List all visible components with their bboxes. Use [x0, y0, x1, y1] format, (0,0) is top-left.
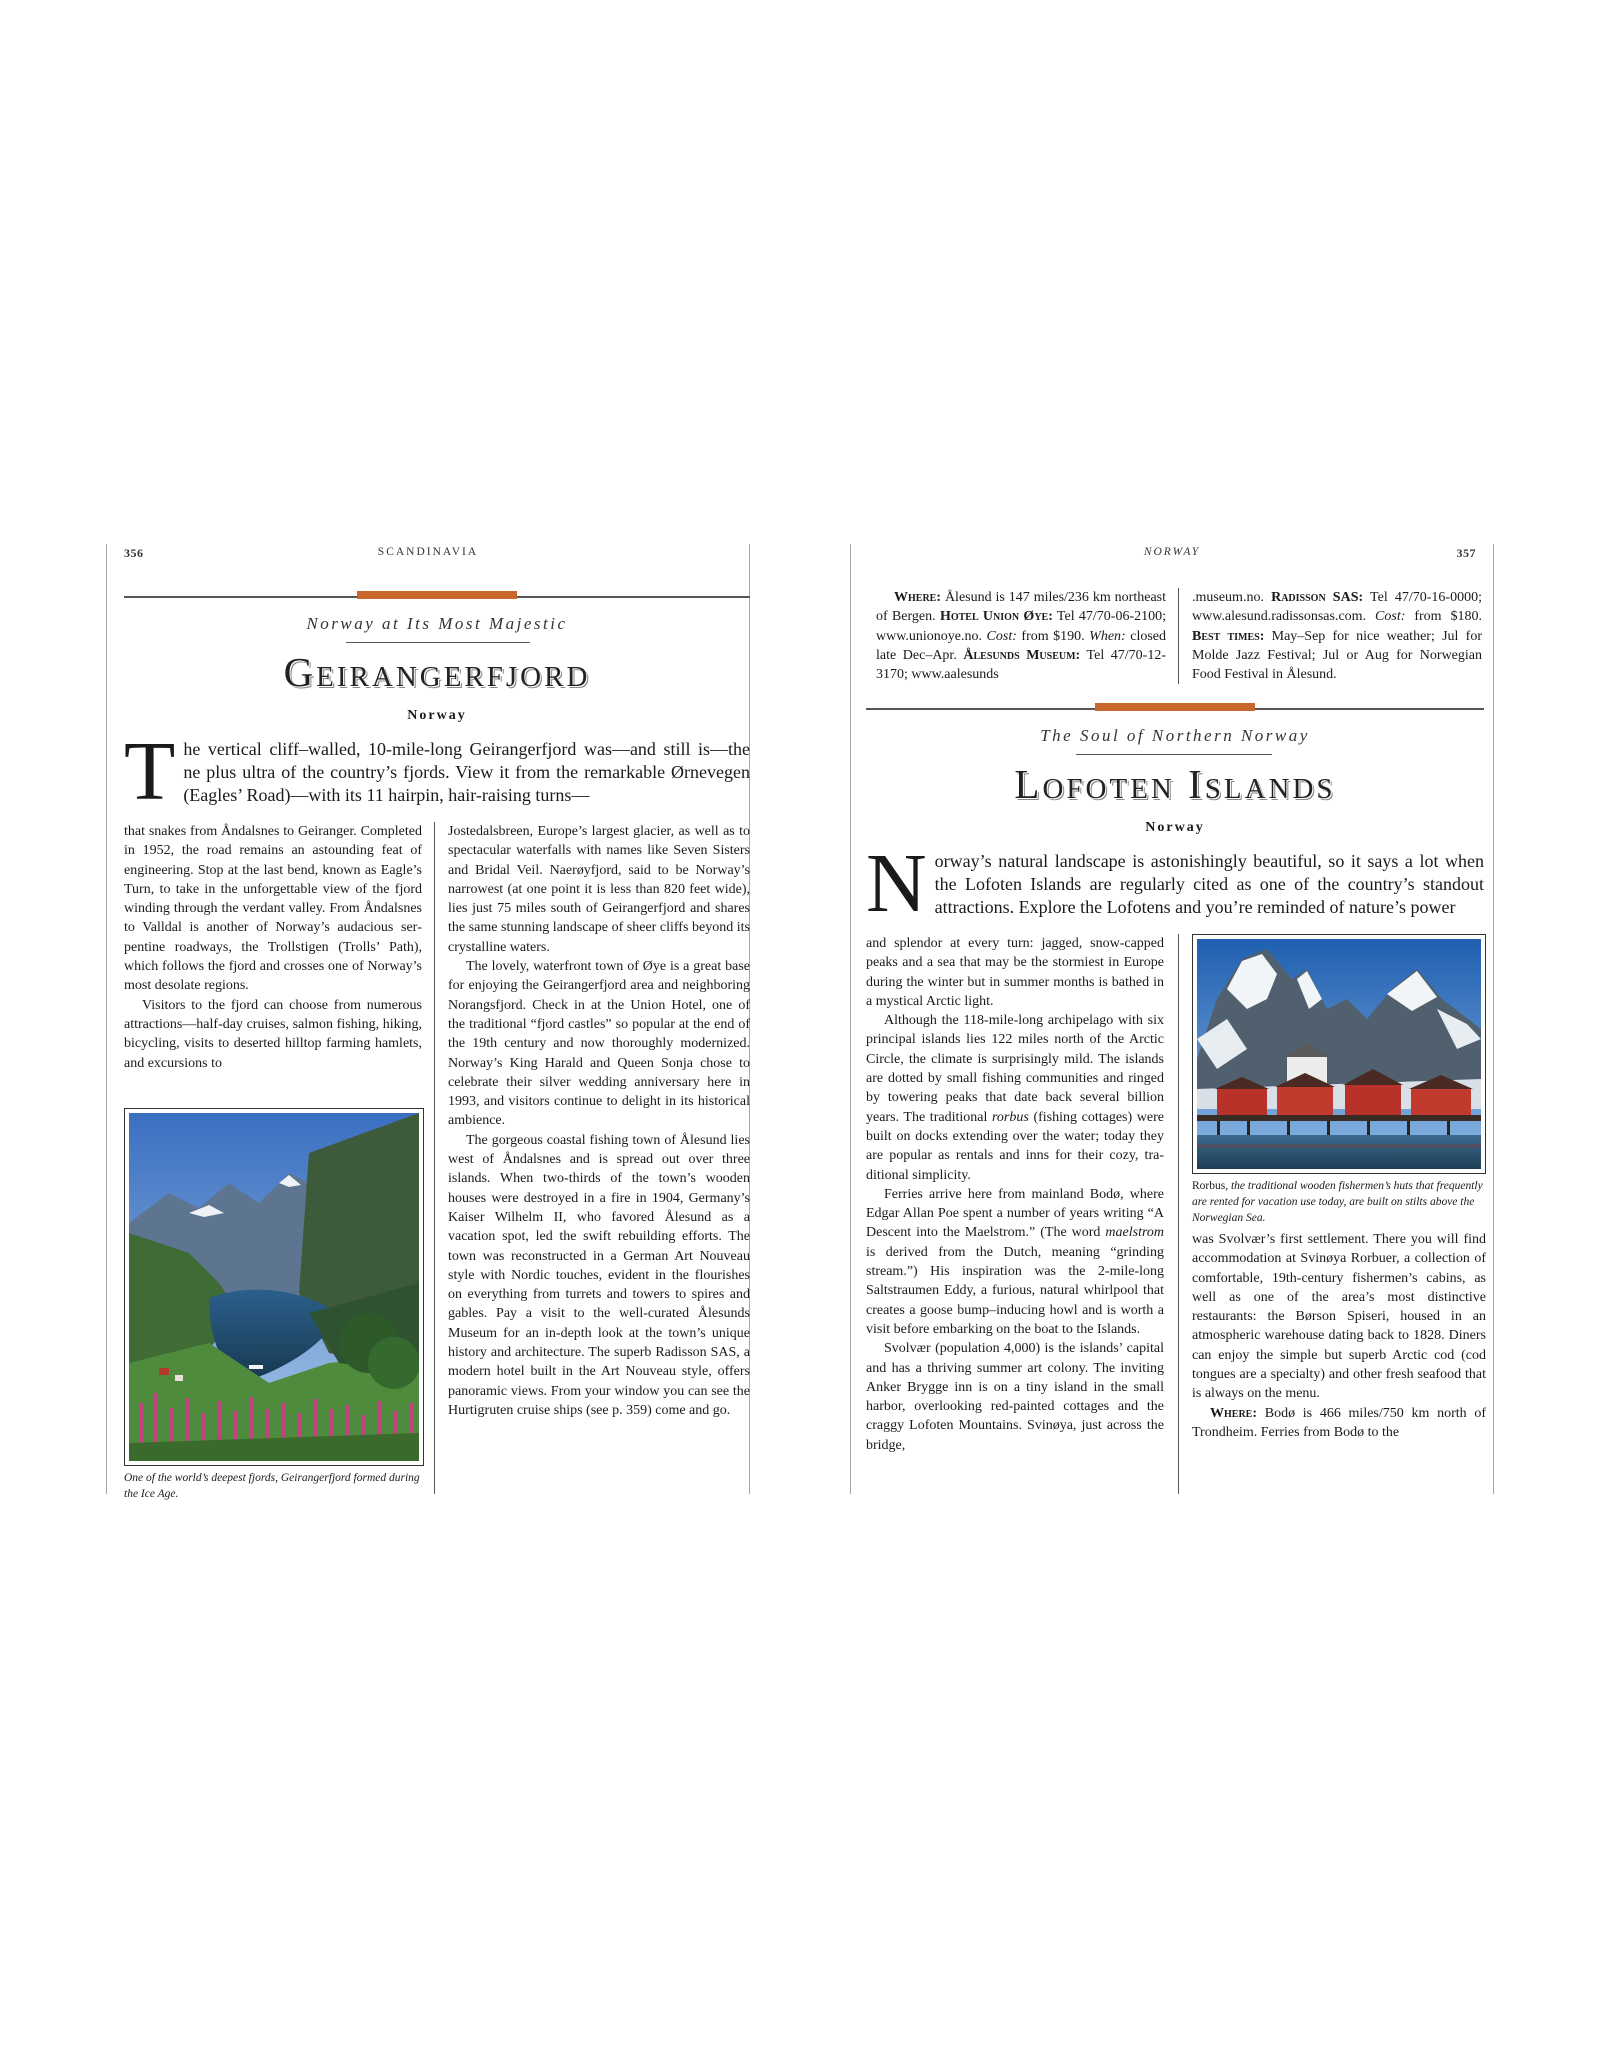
lead-text: orway’s natural landscape is astonishingly beautiful, so it says a lot when the Lofoten Islands are regularly cited as one of the country’s standout attractions. Explore the Lofotens and you’re reminded of nature’s power — [934, 851, 1484, 917]
drop-cap: N — [866, 837, 927, 930]
hotel-text: Tel 47/70-06-2100; www.unionoye.no. — [876, 609, 1166, 644]
right-col2-text — [1192, 1230, 1486, 1442]
column-rule — [434, 822, 435, 1494]
where-text: Ålesund is 147 miles/236 km northeast of Bergen. — [876, 590, 1166, 625]
cost-label: Cost: — [986, 628, 1017, 644]
lofoten-illustration — [1197, 939, 1481, 1169]
info-paragraph — [876, 588, 1166, 684]
info-block-col1 — [876, 588, 1166, 684]
page-title — [124, 648, 750, 696]
body-text: Ferries arrive here from mainland Bodø, where Edgar Allan Poe spent a number of years writing “A Descent into the Maelstrom.” (The word — [866, 1186, 1164, 1241]
where-label: Where: — [894, 590, 942, 605]
kicker: Norway at Its Most Majestic — [306, 614, 568, 633]
right-page — [850, 544, 1494, 1494]
photo-caption — [1192, 1178, 1486, 1226]
lofoten-photo — [1192, 934, 1486, 1174]
where-label: Where: — [1210, 1405, 1258, 1421]
page-number: 356 — [124, 546, 144, 560]
drop-cap: T — [124, 725, 176, 818]
body-paragraph: The gorgeous coastal fishing town of Ålesund lies west of Åndalsnes and is spread out over three islands. When two-thirds of the town’s wooden houses were destroyed in a fire in 1904, Germany’s Kaiser Wilhelm II, who favored Ålesund as a vacation spot, led the swift rebuilding efforts. The town was reconstructed in a German Art Nouveau style with Nordic touches, evident in the flourishes on everything from turrets and towers to spires and gables. Pay a visit to the well-curated Ålesunds Museum for an in-depth look at the town’s unique history and architecture. The superb Radisson SAS, a modern hotel built in the Art Nouveau style, offers panoramic views. From your window you can see the Hurtigruten cruise ships (see p. 359) come and go. — [448, 1132, 750, 1418]
body-text: (fishing cottages) were built on docks extending over the water; today they are popular as rentals and inns for their cozy, traditional simplicity. — [866, 1109, 1164, 1183]
body-paragraph — [866, 1185, 1164, 1339]
running-head-section: NORWAY — [1143, 546, 1201, 558]
locale-label: Norway — [407, 708, 467, 723]
caption-lead-word: Rorbus, — [1192, 1180, 1229, 1192]
page-title-text: Geirangerfjord — [283, 649, 591, 695]
left-page — [106, 544, 750, 1500]
column-rule — [1178, 588, 1179, 684]
radisson-label: Radisson SAS: — [1271, 590, 1364, 605]
info-paragraph — [1192, 588, 1482, 684]
body-paragraph: that snakes from Åndalsnes to Geiranger. Completed in 1952, the road remains an astounding feat of engineering. Stop at the last bend, known as Eagle’s Turn, to take in the unforgettable view of the fjord winding through the verdant valley. From Åndalsnes to Valldal is another of Norway’s audacious serpentine roadways, the Trollstigen (Trolls’ Path), which follows the fjord and crosses one of Norway’s most desolate regions. — [124, 824, 422, 994]
where-text: Bodø is 466 miles/750 km north of Trondheim. Ferries from Bodø to the — [1192, 1405, 1486, 1440]
body-text-italic: rorbus — [991, 1109, 1029, 1125]
body-paragraph: and splendor at every turn: jagged, snow-capped peaks and a sea that may be the stormiest in Europe during the winter but in summer months is bathed in a mystical Arctic light. — [866, 936, 1164, 1009]
body-paragraph: Svolvær (population 4,000) is the islands’ capital and has a thriving summer art colony. The inviting Anker Brygge inn is on a tiny island in the small harbor, overlooking red-painted cottages and the craggy Lofoten Mountains. Svinøya, just across the bridge, — [866, 1341, 1164, 1453]
cost-text: from $190. — [1016, 628, 1090, 644]
column-rule — [1178, 934, 1179, 1494]
photo-caption: One of the world’s deepest fjords, Geirangerfjord formed during the Ice Age. — [124, 1472, 420, 1500]
museum-text: Tel 47/70-12-3170; www.aalesunds — [876, 647, 1167, 683]
cost-label: Cost: — [1375, 609, 1406, 625]
body-paragraph — [866, 1011, 1164, 1185]
running-head-section: SCANDINAVIA — [377, 546, 479, 558]
right-running-head — [850, 544, 1494, 566]
body-paragraph: was Svolvær’s first settlement. There you will find accommodation at Svinøya Rorbuer, a collection of comfortable, 19th-century fishermen’s cabins, as well as one of the area’s most distinctive restaurants: the Børson Spiseri, housed in an atmospheric warehouse dating back to 1828. Diners can enjoy the simple but superb Arctic cod (cod tongues are a specialty) and other fresh seafood that is always on the menu. — [1192, 1232, 1486, 1402]
kicker-underline — [1076, 754, 1272, 755]
caption-text: the traditional wooden fishermen’s huts that frequently are rented for vacation use today, are built on stilts above the Norwegian Sea. — [1192, 1180, 1483, 1224]
body-text-italic: maelstrom — [1105, 1225, 1164, 1241]
page-title — [866, 760, 1484, 808]
left-col2-text — [448, 822, 750, 1420]
kicker: The Soul of Northern Norway — [1040, 726, 1310, 745]
when-text: closed late Dec–Apr. — [876, 628, 1167, 663]
best-times-label: Best times: — [1192, 628, 1265, 644]
body-paragraph: The lovely, waterfront town of Øye is a great base for enjoying the Geirangerfjord area and neighboring Norangsfjord. Check in at the Union Hotel, one of the traditional “fjord castles” so popular at the end of the 19th century and now thoroughly modernized. Norway’s King Harald and Queen Sonja chose to celebrate their silver wedding anniversary here in 1993, and visitors continue to delight in its historical ambience. — [448, 959, 750, 1129]
info-block-col2 — [1192, 588, 1482, 684]
body-text: is derived from the Dutch, meaning “grinding stream.”) His inspiration was the 2-mile-long Saltstraumen Eddy, a furious, natural whirlpool that creates a goose bump–inducing howl and is worth a visit before embarking on the boat to the Islands. — [866, 1244, 1164, 1337]
top-rule — [124, 590, 750, 602]
fjord-photo — [124, 1108, 424, 1466]
fjord-illustration — [129, 1113, 419, 1461]
body-paragraph: Jostedalsbreen, Europe’s largest glacier, as well as to spectacular waterfalls with names like Seven Sisters and Bridal Veil. Naerøyfjord, said to be Norway’s narrowest (at one point it is less than 820 feet wide), lies just 75 miles south of Geirangerfjord and shares the same stunning landscape of sheer cliffs beyond its crystalline waters. — [448, 824, 750, 955]
page-title-text: Lofoten Islands — [1014, 761, 1336, 807]
when-label: When: — [1089, 628, 1126, 644]
best-times-text: May–Sep for nice weather; Jul for Molde Jazz Festival; Jul or Aug for Norwegian Food Festival in Ålesund. — [1192, 628, 1482, 683]
left-running-head — [106, 544, 750, 566]
hotel-label: Hotel Union Øye: — [939, 609, 1053, 625]
accent-rule — [1095, 703, 1255, 711]
locale-label: Norway — [1145, 820, 1205, 835]
kicker-underline — [346, 642, 530, 643]
museum-label: Ålesunds Museum: — [963, 647, 1081, 663]
accent-rule — [357, 591, 517, 599]
lead-paragraph — [866, 837, 1484, 930]
lead-paragraph — [124, 725, 750, 818]
body-text: Although the 118-mile-long archipelago with six principal islands lies 122 miles north of the Arctic Circle, the climate is surprisingly mild. The islands are dotted by small fishing communities and ringed by towering peaks that date back several billion years. The traditional — [866, 1013, 1164, 1125]
museum-text-cont: .museum.no. — [1192, 590, 1272, 605]
lead-text: he vertical cliff–walled, 10-mile-long Geirangerfjord was—and still is—the ne plus ultra of the country’s fjords. View it from the remarkable Ørnevegen (Eagles’ Road)—with its 11 hairpin, hair-raising turns— — [183, 739, 750, 805]
body-paragraph: Visitors to the fjord can choose from numerous attractions—half-day cruises, salmon fishing, hiking, bicycling, visits to deserted hilltop farming hamlets, and excursions to — [124, 997, 422, 1071]
right-col1-text — [866, 934, 1164, 1455]
body-paragraph — [1192, 1404, 1486, 1443]
section-rule — [866, 702, 1484, 714]
page-number: 357 — [1456, 546, 1476, 560]
cost-text: from $180. — [1405, 609, 1482, 625]
left-col1-text — [124, 822, 422, 1073]
radisson-text: Tel 47/70-16-0000; www.alesund.radissonsas.com. — [1192, 590, 1482, 625]
